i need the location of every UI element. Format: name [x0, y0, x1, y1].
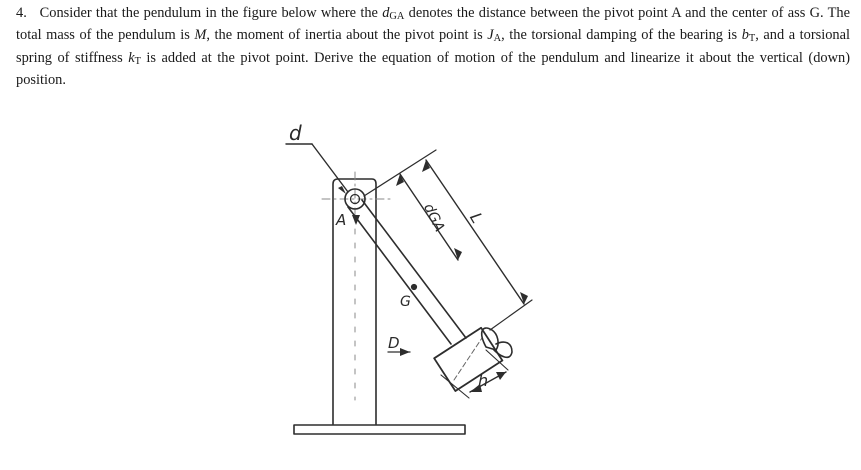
- label-a: A: [336, 211, 347, 229]
- problem-number: 4.: [16, 5, 27, 21]
- arrowhead: [400, 348, 410, 356]
- center-of-mass: [411, 284, 416, 289]
- label-g: G: [400, 294, 411, 310]
- text-segment: , and a torsional spring of stiffness: [16, 27, 850, 66]
- subscript-t: T: [134, 55, 141, 67]
- extension-line-top: [364, 150, 436, 196]
- label-h: h: [478, 371, 489, 390]
- label-l: L: [466, 209, 487, 227]
- pendulum-rod-right: [362, 200, 466, 338]
- symbol-m: M: [194, 27, 207, 44]
- label-diameter: D: [388, 334, 400, 352]
- arrowhead: [352, 215, 360, 225]
- arrowhead: [454, 248, 462, 260]
- d-leader-line: [312, 144, 348, 192]
- symbol-b: b: [741, 27, 749, 44]
- text-segment: denotes the distance between the pivot point A and the center of ass G. The total mass of the pendulum is: [16, 5, 850, 44]
- text-segment: is added at the pivot point. Derive the equation of motion of the pendulum and linearize it about the vertical (down) position.: [16, 49, 850, 89]
- label-d: d: [289, 121, 302, 145]
- arrowhead: [396, 174, 404, 186]
- label-dga: dGA: [420, 201, 448, 235]
- text-segment: , the torsional damping of the bearing is: [501, 27, 742, 44]
- symbol-d: d: [382, 5, 390, 21]
- subscript-ga: GA: [389, 10, 405, 22]
- symbol-k: k: [128, 49, 135, 66]
- symbol-j: J: [487, 27, 494, 44]
- text-segment: Consider that the pendulum in the figure below where the: [39, 5, 383, 21]
- subscript-t: T: [748, 33, 756, 45]
- l-dimension-line: [426, 160, 524, 304]
- arrowhead: [422, 160, 430, 172]
- base-plate: [294, 425, 465, 434]
- extension-line-bottom: [490, 300, 532, 330]
- arrowhead: [520, 292, 528, 304]
- text-segment: , the moment of inertia about the pivot point is: [206, 27, 488, 44]
- subscript-a: A: [493, 33, 502, 45]
